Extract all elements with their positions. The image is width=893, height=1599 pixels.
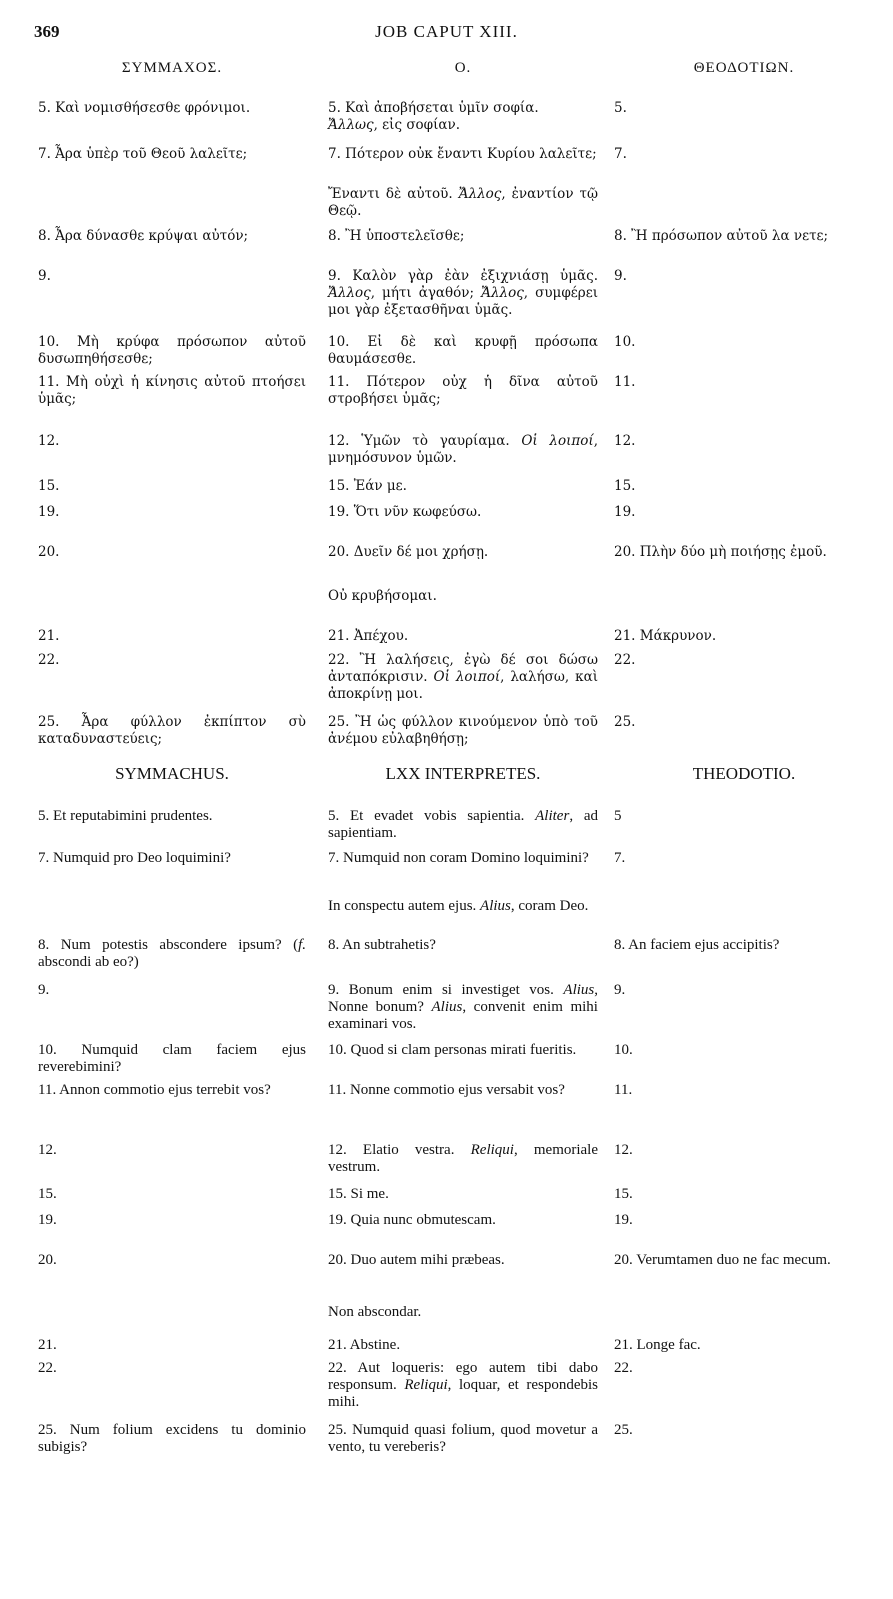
greek-verse-theodotio: 8. Ἢ πρόσωπον αὐτοῦ λα νετε; [614, 228, 829, 244]
greek-verse-theodotio: 7. [614, 146, 627, 162]
greek-verse-theodotio: 12. [614, 433, 636, 449]
latin-verse-theodotio: 7. [614, 850, 626, 866]
latin-verse-symmachus: 11. Annon commotio ejus terrebit vos? [38, 1082, 271, 1098]
greek-verse-lxx: 20. Δυεῖν δέ μοι χρήσῃ. [328, 544, 489, 560]
greek-verse-symmachus: 22. [38, 652, 60, 668]
greek-header-theodotio: ΘΕΟΔΟΤΙΩΝ. [693, 60, 795, 76]
latin-header-symmachus: SYMMACHUS. [115, 764, 229, 783]
greek-verse-theodotio: 19. [614, 504, 636, 520]
latin-verse-theodotio: 25. [614, 1422, 633, 1438]
greek-verse-symmachus: 12. [38, 433, 60, 449]
greek-verse-lxx: 5. Καὶ ἀποβήσεται ὑμῖν σοφία. Ἄλλως, εἰς σοφίαν. [328, 100, 539, 133]
greek-verse-symmachus: 21. [38, 628, 60, 644]
latin-verse-theodotio: 15. [614, 1186, 633, 1202]
greek-verse-theodotio: 15. [614, 478, 636, 494]
greek-verse-lxx: Ἔναντι δὲ αὐτοῦ. Ἄλλος, ἐναντίον τῷ Θεῷ. [328, 186, 598, 219]
latin-verse-lxx: 21. Abstine. [328, 1337, 401, 1353]
latin-verse-lxx: 10. Quod si clam personas mirati fueritis. [328, 1042, 577, 1058]
latin-verse-symmachus: 9. [38, 982, 50, 998]
greek-verse-symmachus: 19. [38, 504, 60, 520]
latin-header-lxx: LXX INTERPRETES. [385, 764, 541, 783]
latin-verse-lxx: Non abscondar. [328, 1304, 422, 1320]
greek-verse-symmachus: 5. Καὶ νομισθήσεσθε φρόνιμοι. [38, 100, 251, 116]
greek-verse-lxx: 7. Πότερον οὐκ ἔναντι Κυρίου λαλεῖτε; [328, 146, 597, 162]
latin-verse-lxx: 5. Et evadet vobis sapientia. Aliter, ad sapientiam. [328, 808, 598, 841]
latin-verse-theodotio: 20. Verumtamen duo ne fac mecum. [614, 1252, 831, 1268]
latin-verse-lxx: 25. Numquid quasi folium, quod movetur a vento, tu vereberis? [328, 1422, 598, 1455]
greek-verse-lxx: 25. Ἢ ὡς φύλλον κινούμενον ὑπὸ τοῦ ἀνέμου εὐλαβηθήσῃ; [328, 714, 598, 747]
latin-verse-theodotio: 5 [614, 808, 622, 824]
greek-verse-theodotio: 20. Πλὴν δύο μὴ ποιήσῃς ἐμοῦ. [614, 544, 827, 560]
latin-verse-symmachus: 12. [38, 1142, 57, 1158]
latin-verse-lxx: 15. Si me. [328, 1186, 389, 1202]
greek-verse-lxx: 19. Ὅτι νῦν κωφεύσω. [328, 504, 482, 520]
latin-verse-theodotio: 8. An faciem ejus accipitis? [614, 937, 780, 953]
greek-verse-symmachus: 7. Ἆρα ὑπὲρ τοῦ Θεοῦ λαλεῖτε; [38, 146, 248, 162]
latin-verse-lxx: 22. Aut loqueris: ego autem tibi dabo responsum. Reliqui, loquar, et respondebis mihi. [328, 1360, 599, 1410]
greek-verse-theodotio: 9. [614, 268, 627, 284]
greek-verse-symmachus: 25. Ἆρα φύλλον ἐκπίπτον σὺ καταδυναστεύεις; [38, 714, 306, 747]
latin-verse-theodotio: 19. [614, 1212, 633, 1228]
latin-verse-lxx: 12. Elatio vestra. Reliqui, memoriale vestrum. [328, 1142, 599, 1175]
greek-verse-symmachus: 10. Μὴ κρύφα πρόσωπον αὐτοῦ δυσωπηθήσεσθε; [38, 334, 306, 367]
latin-verse-symmachus: 15. [38, 1186, 57, 1202]
latin-verse-lxx: 20. Duo autem mihi præbeas. [328, 1252, 505, 1268]
latin-verse-theodotio: 22. [614, 1360, 633, 1376]
latin-verse-symmachus: 25. Num folium excidens tu dominio subigis? [38, 1422, 306, 1455]
latin-verse-symmachus: 10. Numquid clam faciem ejus reverebimini? [38, 1042, 306, 1075]
page-number: 369 [34, 22, 60, 41]
greek-verse-symmachus: 9. [38, 268, 51, 284]
greek-verse-theodotio: 21. Μάκρυνον. [614, 628, 717, 644]
greek-verse-lxx: 8. Ἢ ὑποστελεῖσθε; [328, 228, 465, 244]
latin-verse-theodotio: 21. Longe fac. [614, 1337, 701, 1353]
greek-verse-theodotio: 10. [614, 334, 636, 350]
latin-verse-theodotio: 12. [614, 1142, 633, 1158]
running-head: JOB CAPUT XIII. [375, 22, 518, 41]
greek-verse-lxx: 9. Καλὸν γὰρ ἐὰν ἐξιχνιάσῃ ὑμᾶς. Ἄλλος, μήτι ἀγαθόν; Ἄλλος, συμφέρει μοι γὰρ ἐξετασθῆναι ὑμᾶς. [328, 268, 598, 318]
greek-verse-symmachus: 20. [38, 544, 60, 560]
greek-header-lxx: O. [454, 60, 472, 76]
greek-verse-lxx: 21. Ἀπέχου. [328, 628, 409, 644]
greek-verse-symmachus: 11. Μὴ οὐχὶ ἡ κίνησις αὐτοῦ πτοήσει ὑμᾶς; [38, 374, 306, 407]
greek-verse-lxx: Οὐ κρυβήσομαι. [328, 588, 437, 604]
latin-verse-lxx: In conspectu autem ejus. Alius, coram Deo. [328, 898, 589, 914]
latin-verse-symmachus: 8. Num potestis abscondere ipsum? (f. abscondi ab eo?) [38, 937, 306, 970]
latin-verse-lxx: 19. Quia nunc obmutescam. [328, 1212, 496, 1228]
greek-verse-lxx: 22. Ἢ λαλήσεις, ἐγὼ δέ σοι δώσω ἀνταπόκρισιν. Οἱ λοιποί, λαλήσω, καὶ ἀποκρίνῃ μοι. [328, 652, 598, 702]
greek-verse-symmachus: 8. Ἆρα δύνασθε κρύψαι αὐτόν; [38, 228, 249, 244]
greek-verse-theodotio: 5. [614, 100, 627, 116]
latin-verse-lxx: 11. Nonne commotio ejus versabit vos? [328, 1082, 565, 1098]
latin-verse-symmachus: 21. [38, 1337, 57, 1353]
greek-verse-theodotio: 11. [614, 374, 636, 390]
latin-verse-symmachus: 22. [38, 1360, 57, 1376]
greek-verse-lxx: 15. Ἐάν με. [328, 478, 407, 494]
latin-verse-symmachus: 19. [38, 1212, 57, 1228]
latin-verse-lxx: 9. Bonum enim si investiget vos. Alius, Nonne bonum? Alius, convenit enim mihi examinari vos. [328, 982, 598, 1032]
latin-verse-theodotio: 9. [614, 982, 626, 998]
latin-verse-symmachus: 7. Numquid pro Deo loquimini? [38, 850, 231, 866]
greek-verse-lxx: 11. Πότερον οὐχ ἡ δῖνα αὐτοῦ στροβήσει ὑμᾶς; [328, 374, 598, 407]
greek-verse-lxx: 12. Ὑμῶν τὸ γαυρίαμα. Οἱ λοιποί, μνημόσυνον ὑμῶν. [328, 433, 598, 466]
greek-verse-symmachus: 15. [38, 478, 60, 494]
greek-verse-theodotio: 25. [614, 714, 636, 730]
greek-header-symmachus: ΣΥΜΜΑΧΟΣ. [121, 60, 223, 76]
latin-verse-symmachus: 20. [38, 1252, 57, 1268]
greek-verse-lxx: 10. Εἰ δὲ καὶ κρυφῇ πρόσωπα θαυμάσεσθε. [328, 334, 598, 367]
latin-header-theodotio: THEODOTIO. [692, 764, 796, 783]
latin-verse-lxx: 8. An subtrahetis? [328, 937, 436, 953]
latin-verse-lxx: 7. Numquid non coram Domino loquimini? [328, 850, 589, 866]
greek-verse-theodotio: 22. [614, 652, 636, 668]
latin-verse-symmachus: 5. Et reputabimini prudentes. [38, 808, 213, 824]
latin-verse-theodotio: 11. [614, 1082, 633, 1098]
latin-verse-theodotio: 10. [614, 1042, 633, 1058]
